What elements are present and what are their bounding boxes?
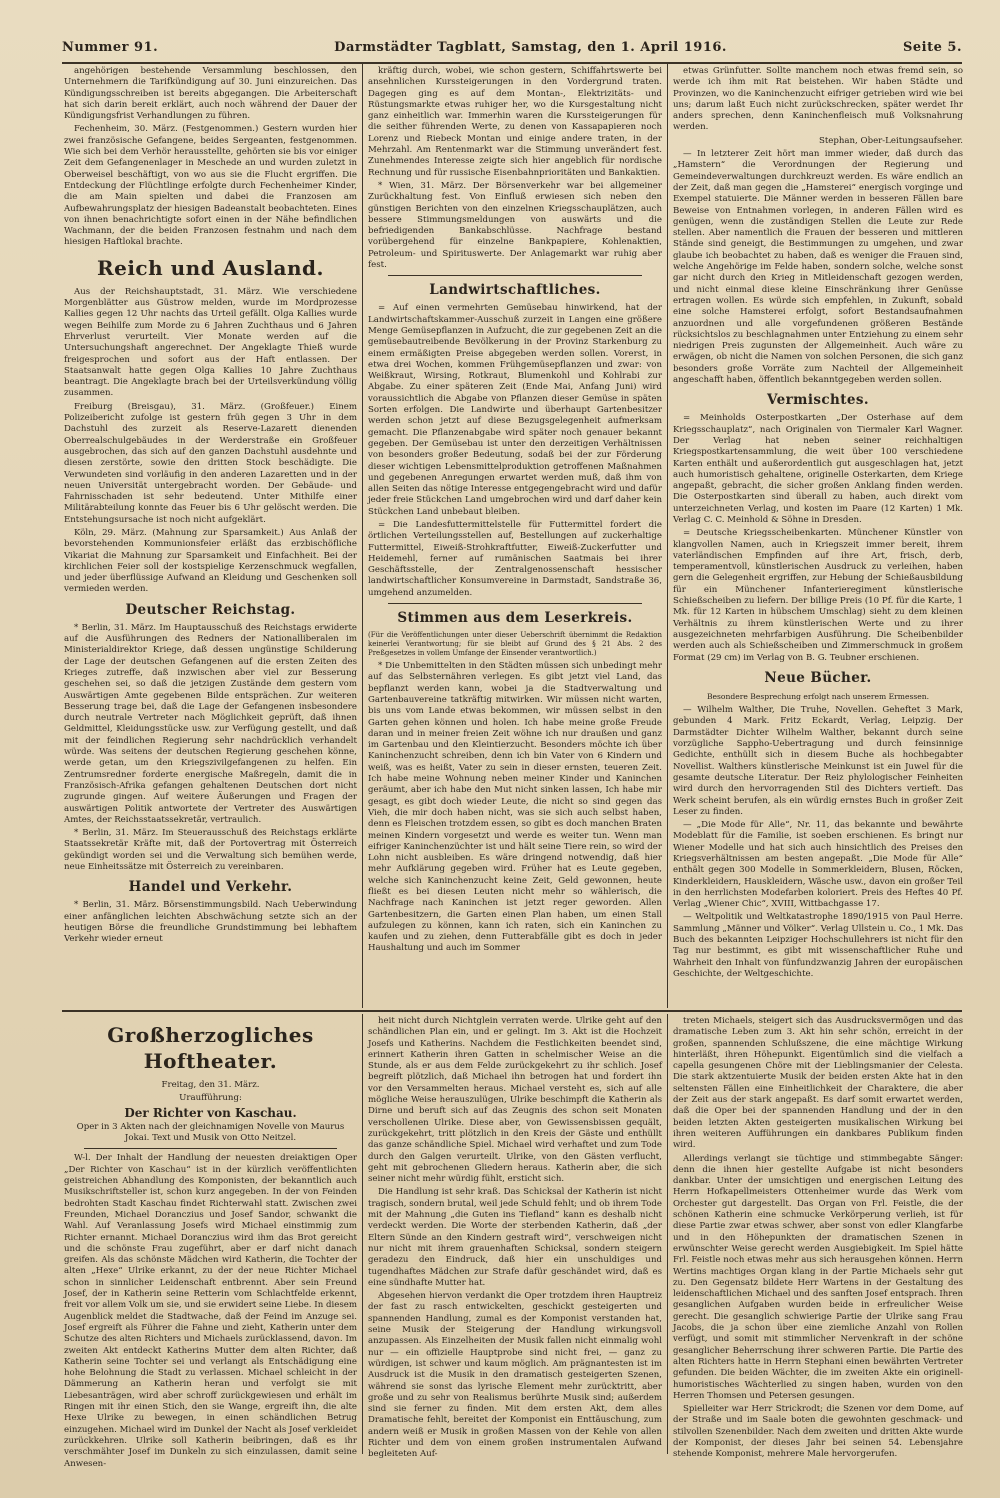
section-heading-vermischtes: Vermischtes. bbox=[767, 392, 869, 409]
section-rule bbox=[62, 1010, 962, 1012]
article-buch-3: — Weltpolitik und Weltkatastrophe 1890/1915 von Paul Herre. Sammlung „Männer und Völker“. Verlag Ullstein u. Co., 1 Mk. Das Buch des bekannten Leipziger Hochschullehrers ist nicht für den Tag nur bestimmt, es gibt mit wissenschaftlicher Ruhe und Wahrheit den Inhalt von fünfundzwanzig Jahren der europäischen Geschichte, der Weltgeschichte. bbox=[673, 912, 963, 979]
column-rule bbox=[667, 64, 668, 1008]
column-2 bbox=[368, 66, 662, 1006]
review-part-4: Abgesehen hiervon verdankt die Oper trotzdem ihren Hauptreiz der fast zu rasch entwickelten, geschickt gesteigerten und spannenden Handlung, zumal es der Komponist verstanden hat, seine Musik der Steigerung der Handlung wirkungsvoll anzupassen. Als Einzelheiten der Musik fallen nicht einmalig wohl nur — ein offizielle Hauptprobe sind nicht frei, — ganz zu würdigen, ist schwer und kaum möglich. Am prägnantesten ist im Ausdruck ist die Musik in den dramatisch gesteigerten Szenen, während sie sonst das lyrische Element mehr zurücktritt, aber große und zu sehr von Realismus berührte Musik sind; außerdem sind sie ferner zu finden. Mit dem ersten Akt, dem alles Dramatische fehlt, bereitet der Komponist ein Enttäuschung, zum andern weiß er Musik in großen Massen von der Kehle von allen Richter und dem von einem großen instrumentalen Aufwand begleiteten Auf- bbox=[368, 1291, 662, 1460]
article-landwirtschaft-2: = Die Landesfuttermittelstelle für Futtermittel fordert die örtlichen Verteilungsstellen auf, Bestellungen auf zuckerhaltige Futtermittel, Eiweiß-Strohkraftfutter, Eiweiß-Zuckerfutter und Heidemehl, ferner auf rumänischen Saatmais bei ihrer Geschäftsstelle, der Zentralgenossenschaft hessischer landwirtschaftlicher Konsumvereine in Darmstadt, Sandstraße 36, umgehend anzumelden. bbox=[368, 519, 662, 598]
masthead bbox=[62, 40, 962, 64]
article-fechenheim: Fechenheim, 30. März. (Festgenommen.) Gestern wurden hier zwei französische Gefangene, beides Sergeanten, festgenommen. Wie sich bei dem Verhör herausstellte, gehörten sie bis vor einiger Zeit dem Gefangenenlager in Meschede an und wurden zuletzt in Oberweisel beschäftigt, von wo aus sie die Flucht ergriffen. Die Entdeckung der Flüchtlinge erfolgte durch Fechenheimer Kinder, die am Main spielten und dabei die Franzosen am Aufbewahrungsplatz der hiesigen Badeanstalt beobachteten. Eines von ihnen benachrichtigte sofort einen in der Nähe befindlichen Wachmann, der die beiden Franzosen festnahm und nach dem hiesigen Haftlokal brachte. bbox=[64, 124, 357, 248]
performance-date: Freitag, den 31. März. bbox=[161, 1080, 260, 1090]
page-number: Seite 5. bbox=[903, 40, 962, 55]
article-vermischtes-1: = Meinholds Osterpostkarten „Der Osterhase auf dem Kriegsschauplatz“, nach Originalen von Tiermaler Karl Wagner. Der Verlag hat neben seiner reichhaltigen Kriegspostkartensammlung, die weit über 100 verschiedene Karten enthält und außerordentlich gut ausgeschlagen hat, jetzt auch humoristisch gehaltene, originelle Osterkarten, dem Kriege angepaßt, gebracht, die sicher großen Anklang finden werden. Die Osterpostkarten sind überall zu haben, auch direkt vom unterzeichneten Verlag, und kosten im Paare (12 Karten) 1 Mk. Verlag C. C. Meinhold & Söhne in Dresden. bbox=[673, 413, 963, 525]
column-3 bbox=[673, 66, 963, 1006]
article-vermischtes-2: = Deutsche Kriegsscheibenkarten. Münchener Künstler von klangvollen Namen, auch in Kriegszeit immer bereit, ihrem vaterländischen Empfinden auf ihre Art, frisch, derb, temperamentvoll, künstlerischen Ausdruck zu verleihen, haben gern die Gelegenheit ergriffen, zur Hebung der Schießausbildung für ein Münchener Infanterieregiment künstlerische Schießscheiben zu liefern. Der billige Preis (10 Pf. für die Karte, 1 Mk. für 12 Karten in hübschem Umschlag) sieht zu dem kleinen Verhältnis zu ihrem künstlerischen Werte und zu ihrer ausgezeichneten mehrfarbigen Ausführung. Die Scheibenbilder werden auch als Schießscheiben und Zimmerschmuck in großem Format (29 cm) im Verlag von B. G. Teubner erschienen. bbox=[673, 528, 963, 663]
article-leserbrief-cont: etwas Grünfutter. Sollte manchem noch etwas fremd sein, so werde ich ihm mit Rat beistehen. Wir haben Städte und Provinzen, wo die Kaninchenzucht eifriger getrieben wird wie bei uns; darum laßt Euch nicht zurückschrecken, später werdet Ihr anders sprechen, denn Kaninchenfleisch muß Volksnahrung werden. bbox=[673, 66, 963, 133]
divider bbox=[388, 603, 642, 604]
review-part-6: Allerdings verlangt sie tüchtige und stimmbegabte Sänger: denn die ihnen hier gestellte Aufgabe ist nicht besonders dankbar. Unter der umsichtigen und energischen Leitung des Herrn Hofkapellmeisters Ottenheimer wurde das Werk vom Orchester gut dargestellt. Das Organ von Frl. Feistle, die der schönen Katherin eine schmucke Verkörperung verlieh, ist für diese Partie zwar etwas schwer, aber sonst von edler Klangfarbe und in den Höhepunkten der dramatischen Szenen in erwünschter Weise gerecht werden Ausgiebigkeit. Im Spiel hätte Frl. Feistle noch etwas mehr aus sich herausgehen können. Herrn Wertins machtiges Organ klang in der Partie Michaels sehr gut zu. Den Gegensatz bildete Herr Wartens in der Gestaltung des leidenschaftlichen Michael und des sanften Josef entsprach. Ihren gesanglichen Aufgaben wurden beide in erfreulicher Weise gerecht. Die gesanglich schwierige Partie der Ulrike sang Frau Jacobs, die ja schon über eine ziemliche Anzahl von Rollen verfügt, und somit mit stimmlicher Nervenkraft in der schöne gesanglicher Beherrschung ihrer schweren Partie. Die Partie des alten Richters hatte in Herrn Stephani einen bewährten Vertreter gefunden. Die beiden Wächter, die im zweiten Akte ein originell-humoristisches Wächterlied zu singen haben, wurden von den Herren Thomsen und Petersen gesungen. bbox=[673, 1153, 963, 1401]
article-leserbrief: * Die Unbemittelten in den Städten müssen sich unbedingt mehr auf das Selbsternähren verlegen. Es gibt jetzt viel Land, das bepflanzt werden kann, wobei ja die Stadtverwaltung und Gartenbauvereine tatkräftig mitwirken. Wir müssen nicht warten, bis uns vom Lande etwas bekommen, wir müssen selbst in den Garten gehen können und holen. Ich habe meine große Freude daran und in meiner freien Zeit wöhne ich nur draußen und ganz im Gartenbau und den Kleintierzucht. Besonders möchte ich über Kaninchenzucht schreiben, denn ich bin Vater von 6 Kindern und weiß, was es heißt, Vater zu sein in dieser ernsten, teueren Zeit. Ich habe meine Wohnung neben meiner Kinder und Kaninchen geräumt, aber ich habe den Mut nicht sinken lassen, Ich habe mir gesagt, es gibt doch wieder Leute, die nicht so sind gegen das Vieh, die mir doch haben nicht, was sie sich auch selbst haben, denn es Fleischen trotzdem essen, so gibt es doch manchen Braten meinen Kindern vorgesetzt und werde es weiter tun. Wenn man eifriger Kaninchenzüchter ist und hält seine Tiere rein, so wird der Lohn nicht ausbleiben. Es wäre dringend notwendig, daß hier mehr Aufklärung gegeben wird. Früher hat es Leute gegeben, welche sich Kaninchenzucht keine Zeit, Geld gewonnen, heute fließt es bei diesen Leuten nicht mehr so wählerisch, die Nachfrage nach Kaninchen ist jetzt reger geworden. Allen Gartenbesitzern, die Garten einen Plan haben, um einen Stall aufzulegen zu können, kann ich raten, sich ein Kaninchen zu kaufen und zu ziehen, denn Futterabfälle gibt es doch in jeder Haushaltung und auch im Sommer bbox=[368, 661, 662, 954]
column-rule bbox=[667, 1014, 668, 1454]
column-rule bbox=[362, 1014, 363, 1454]
theater-column-2 bbox=[368, 1016, 662, 1460]
article-reich-1: Aus der Reichshauptstadt, 31. März. Wie verschiedene Morgenblätter aus Güstrow melden, wurde im Mordprozesse Kallies gegen 12 Uhr nachts das Urteil gefällt. Olga Kallies wurde wegen Beihilfe zum Morde zu 6 Jahren Zuchthaus und 6 Jahren Ehrverlust verurteilt. Vier Monate werden auf die Untersuchungshaft angerechnet. Der Angeklagte Thieß wurde freigesprochen und sofort aus der Haft entlassen. Der Staatsanwalt hatte gegen Olga Kallies 10 Jahre Zuchthaus beantragt. Die Angeklagte brach bei der Urteilsverkündung völlig zusammen. bbox=[64, 286, 357, 399]
review-part-3: Die Handlung ist sehr kraß. Das Schicksal der Katherin ist nicht tragisch, sondern brutal, weil jede Schuld fehlt; und ob ihrem Tode mit der Mahnung „die Guten ins Tiefland“ kann es deshalb nicht verdeckt werden. Die Worte der sterbenden Katherin, daß „der Eltern Sünde an den Kindern gestraft wird“, verschweigen nicht nur nicht mit ihrem grauenhaften Schicksal, sondern steigern geradezu den Eindruck, daß hier ein unschuldiges und tugendhaftes Mädchen zur Strafe dafür geschändet wird, daß es eine sündhafte Mutter hat. bbox=[368, 1187, 662, 1288]
theater-column-1 bbox=[64, 1016, 357, 1469]
article-reichstag-1: * Berlin, 31. März. Im Hauptausschuß des Reichstags erwiderte auf die Ausführungen des Redners der Nationalliberalen im Ministerialdirektor Kriege, daß dessen ungünstige Schilderung der Lage der deutschen Gefangenen auf die ersten Zeiten des Krieges zutreffe, daß inzwischen aber viel zur Besserung geschehen sei, so daß die jetzigen Zustände dem gestern vom Auswärtigen Amte gegebenen Bilde entsprächen. Zur weiteren Besserung trage bei, daß die Lage der Gefangenen insbesondere durch neutrale Vertreter nach Möglichkeit geprüft, daß ihnen Geldmittel, Kleidungsstücke usw. zur Verfügung gestellt, und daß mit der feindlichen Regierung sehr nachdrücklich verhandelt würde. Was seitens der deutschen Regierung geschehen könne, werde getan, um den Kriegszivilgefangenen zu helfen. Ein Zentrumsredner forderte energische Maßregeln, damit die in Französisch-Afrika gefangen gehaltenen Deutschen dort nicht zugrunde gingen. Auf weitere Äußerungen und Fragen der auswärtigen Politik antwortete der Vertreter des Auswärtigen Amtes, der Reichsstaatssekretär, vertraulich. bbox=[64, 622, 357, 825]
column-1 bbox=[64, 66, 357, 1006]
section-heading-buecher: Neue Bücher. bbox=[764, 669, 872, 686]
article-buch-2: — „Die Mode für Alle“, Nr. 11, das bekannte und bewährte Modeblatt für die Familie, ist soeben erschienen. Es bringt nur Wiener Modelle und hat sich auch hinsichtlich des Preises den Kriegsverhältnissen am besten angepaßt. „Die Mode für Alle“ enthält gegen 300 Modelle in Sommerkleidern, Blusen, Röcken, Kinderkleidern, Hauskleidern, Wäsche usw., davon ein großer Teil in den herrlichsten Modefarben koloriert. Preis des Heftes 40 Pf. Verlag „Wiener Chic“, XVIII, Wittbachgasse 17. bbox=[673, 820, 963, 910]
section-heading-leserkreis: Stimmen aus dem Leserkreis. bbox=[397, 610, 633, 627]
review-part-2: heit nicht durch Nichtglein verraten werde. Ulrike geht auf den schändlichen Plan ein, und er gelingt. Im 3. Akt ist die Hochzeit Josefs und Katherins. Nachdem die Festlichkeiten beendet sind, erinnert Katherin ihren Gatten in schelmischer Weise an die Stunde, als er aus dem Felde zurückgekehrt zu ihr schlich. Josef begreift plötzlich, daß Michael ihn betrogen hat und fordert ihn vor den Versammelten heraus. Michael versteht es, sich auf alle mögliche Weise herauszulügen, Ulrike beschimpft die Katherin als Dirne und beruft sich auf das Zeugnis des schon seit Monaten verschollenen Ulrike. Diese aber, von Gewissensbissen gequält, zurückgekehrt, tritt plötzlich in den Kreis der Gäste und enthüllt das ganze schändliche Spiel. Michael wird verhaftet und zum Tode durch den Galgen verurteilt. Ulrike, von den Gästen verflucht, geht mit gebrochenen Gliedern heraus. Katherin aber, die sich seiner nicht mehr würdig fühlt, ersticht sich. bbox=[368, 1016, 662, 1185]
section-heading-landwirtschaft: Landwirtschaftliches. bbox=[429, 282, 601, 299]
article-boerse-cont: kräftig durch, wobei, wie schon gestern, Schiffahrtswerte bei ansehnlichen Kurssteigerungen in den Vordergrund traten. Dagegen ging es auf dem Montan-, Elektrizitäts- und Rüstungsmarkte etwas ruhiger her, wo die Kursgestaltung nicht ganz einheitlich war. Immerhin waren die Kurssteigerungen für die seither führenden Werte, zu denen von Kassapapieren noch Lorenz und Riebeck Montan und einige andere traten, in der Mehrzahl. Am Rentenmarkt war die Stimmung unverändert fest. Zunehmendes Interesse zeigte sich hier angeblich für nordische Rechnung und für russische Eisenbahnprioritäten und Bankaktien. bbox=[368, 66, 662, 178]
books-subtitle: Besondere Besprechung erfolgt nach unserem Ermessen. bbox=[706, 691, 930, 701]
editorial-disclaimer: (Für die Veröffentlichungen unter dieser Ueberschrift übernimmt die Redaktion keinerlei Verantwortung; für sie bleibt auf Grund des § 21 Abs. 2 des Preßgesetzes in vollem Umfange der Einsender verantwortlich.) bbox=[368, 631, 662, 658]
review-part-7: Spielleiter war Herr Strickrodt; die Szenen vor dem Dome, auf der Straße und im Saale boten die gewohnten geschmack- und stilvollen Szenenbilder. Nach dem zweiten und dritten Akte wurde der Komponist, der dieses Jahr bei seinen 54. Lebensjahre stehende Komponist, mehrere Male hervorgerufen. bbox=[673, 1404, 964, 1460]
section-heading-reich: Reich und Ausland. bbox=[96, 255, 325, 280]
article-reich-2: Freiburg (Breisgau), 31. März. (Großfeuer.) Einem Polizeibericht zufolge ist gestern früh gegen 3 Uhr in dem Dachstuhl des zurzeit als Reserve-Lazarett dienenden Oberrealschulgebäudes in der Werderstraße ein Großfeuer ausgebrochen, das sich auf den ganzen Dachstuhl ausdehnte und diesen zerstörte, sowie den dritten Stock beschädigte. Die Verwundeten sind vorläufig in den anderen Lazaretten und in der neuen Universität untergebracht worden. Der Gebäude- und Fahrnisschaden ist sehr bedeutend. Unter Mithilfe einer Militärabteilung konnte das Feuer bis 6 Uhr gelöscht werden. Die Entstehungsursache ist noch nicht aufgeklärt. bbox=[64, 401, 357, 525]
review-part-5: treten Michaels, steigert sich das Ausdrucksvermögen und das dramatische Leben zum 3. Akt hin sehr schön, erreicht in der großen, spannenden Schlußszene, die eine mächtige Wirkung hinterläßt, ihren Höhepunkt. Eigentümlich sind die vielfach a capella gesungenen Chöre mit der Lieblingsmanier der Celesta. Die stark aktzentuierte Musik der beiden ersten Akte hat in den seltensten Fällen eine Einheitlichkeit der Charaktere, die aber der Zeit aus der stark angepaßt. Es darf somit erwartet werden, daß die Oper bei der spannenden Handlung und der in den beiden letzten Akten gesteigerten musikalischen Wirkung bei ihren weiteren Aufführungen ein dankbares Publikum finden wird. bbox=[673, 1016, 963, 1151]
premiere-label: Uraufführung: bbox=[179, 1093, 242, 1104]
play-credits: Oper in 3 Akten nach der gleichnamigen Novelle von Maurus Jokai. Text und Musik von Otto Neitzel. bbox=[76, 1121, 345, 1144]
section-heading-handel: Handel und Verkehr. bbox=[128, 879, 293, 896]
header-rule bbox=[62, 62, 962, 64]
divider bbox=[84, 1148, 337, 1149]
article-handel-1: * Berlin, 31. März. Börsenstimmungsbild. Nach Ueberwindung einer anfänglichen leichten Abschwächung setzte sich an der heutigen Börse die freundliche Grundstimmung bei lebhaftem Verkehr wieder erneut bbox=[64, 900, 357, 945]
article-wien: * Wien, 31. März. Der Börsenverkehr war bei allgemeiner Zurückhaltung fest. Von Einfluß erwiesen sich neben den günstigen Berichten von den einzelnen Kriegsschauplätzen, auch bessere Stimmungsmeldungen von auswärts und die befriedigenden Bankabschlüsse. Nachfrage bestand vorübergehend für einzelne Bankpapiere, Kohlenaktien, Petroleum- und Spirituswerte. Der Anlagemarkt war ruhig aber fest. bbox=[368, 180, 662, 271]
play-title: Der Richter von Kaschau. bbox=[124, 1105, 297, 1120]
section-heading-reichstag: Deutscher Reichstag. bbox=[125, 601, 296, 618]
article-reich-3: Köln, 29. März. (Mahnung zur Sparsamkeit.) Aus Anlaß der bevorstehenden Kommunionsfeier erläßt das erzbischöfliche Vikariat die Mahnung zur Sparsamkeit und Einfachheit. Bei der kirchlichen Feier soll der kostspielige Kerzenschmuck wegfallen, und jeder überflüssige Aufwand an Kleidung und Geschenken soll vermieden werden. bbox=[64, 527, 357, 595]
issue-number: Nummer 91. bbox=[62, 40, 159, 55]
paper-title-date: Darmstädter Tagblatt, Samstag, den 1. April 1916. bbox=[334, 40, 727, 55]
review-part-1: W-l. Der Inhalt der Handlung der neuesten dreiaktigen Oper „Der Richter von Kaschau“ ist in der kürzlich veröffentlichten geistreichen Abhandlung des Komponisten, der bekanntlich auch Musikschriftsteller ist, schon kurz angegeben. In der von Feinden bedrohten Stadt Kaschau findet Richterwahl statt. Zwischen zwei Freunden, Michael Doranczius und Josef Sandor, schwankt die Wahl. Auf Veranlassung Josefs wird Michael einstimmig zum Richter ernannt. Michael Doranczius wird ihm das Brot gereicht und die schönste Frau zugeführt, aber er darf nicht danach greifen. Als das schönste Mädchen wird Katherin, die Tochter der alten „Hexe“ Ulrike erkannt, zu der der neue Richter Michael schon in sinnlicher Leidenschaft entbrennt. Aber sein Freund Josef, der in Katherin seine Retterin vom Schlachtfelde erkennt, freit vor allem Volk um sie, und sie erwidert seine Liebe. In diesem Augenblick meldet die Stadtwache, daß der Feind im Anzuge sei. Josef ergreift als Führer die Fahne und zieht, Katherin unter dem Schutze des alten Richters und Michaels zurücklassend, davon. Im zweiten Akt entdeckt Katherins Mutter dem alten Richter, daß Katherin seine Tochter sei und verlangt als Entschädigung eine hohe Belohnung die Stadt zu verlassen. Michael schleicht in der Dämmerung an Katherin heran und verfolgt sie mit Liebesanträgen, wird aber schroff zurückgewiesen und erhält im Ringen mit ihr einen Stich, den sie Wange, ergreift ihn, die alte Hexe Ulrike zu bewegen, in einen schändlichen Betrug einzugehen. Michael wird im Dunkel der Nacht als Josef verkleidet zurückkehren. Ulrike soll Katherin beibringen, daß es ihr verschmähter Josef im Dunkeln zu sich einzulassen, damit seine Anwesen- bbox=[64, 1153, 357, 1469]
column-rule bbox=[362, 64, 363, 1008]
divider bbox=[388, 275, 642, 276]
theater-column-3 bbox=[673, 1016, 964, 1460]
article-reichstag-2: * Berlin, 31. März. Im Steuerausschuß des Reichstags erklärte Staatssekretär Kräfte mit, daß der Portovertrag mit Österreich gekündigt worden sei und die Verwaltung sich bemühen werde, neue Einheitssätze mit Österreich zu vereinbaren. bbox=[64, 828, 357, 872]
article-intro: angehörigen bestehende Versammlung beschlossen, den Unternehmern die Tarifkündigung auf 30. Juni einzureichen. Das Kündigungsschreiben ist bereits abgegangen. Die Arbeiterschaft hat sich darin bereit erklärt, auch noch während der Dauer der Kündigungsfrist Verhandlungen zu führen. bbox=[64, 66, 357, 122]
section-heading-hoftheater: Großherzogliches Hoftheater. bbox=[107, 1023, 314, 1073]
article-landwirtschaft-1: = Auf einen vermehrten Gemüsebau hinwirkend, hat der Landwirtschaftskammer-Ausschuß zurzeit in Langen eine größere Menge Gemüsepflanzen in Aufzucht, die zur gegebenen Zeit an die gemüsebautreibende Bevölkerung in der Provinz Starkenburg zu einem ermäßigten Preise abgegeben werden sollen. Vorerst, in etwa drei Wochen, kommen Frühgemüsepflanzen und zwar: von Weißkraut, Wirsing, Rotkraut, Blumenkohl und Kohlrabi zur Abgabe. Zu einer späteren Zeit (Ende Mai, Anfang Juni) wird voraussichtlich die Abgabe von Pflanzen dieser Gemüse in späten Sorten erfolgen. Die Landwirte und überhaupt Gartenbesitzer werden schon jetzt auf diese Bezugsgelegenheit aufmerksam gemacht. Die Pflanzenabgabe wird später noch genauer bekannt gegeben. Der Gemüsebau ist unter den derzeitigen Verhältnissen von besonders großer Bedeutung, sodaß bei der zur Förderung dieser wichtigen Lebensmittelproduktion getroffenen Maßnahmen und gegebenen Anregungen erwartet werden muß, daß ihm von allen Seiten das nötige Interesse entgegengebracht wird und dafür jeder freie Stückchen Land umgebrochen wird und darf daher kein Stückchen Land unbebaut bleiben. bbox=[368, 303, 662, 517]
article-buch-1: — Wilhelm Walther, Die Truhe, Novellen. Geheftet 3 Mark, gebunden 4 Mark. Fritz Eckardt, Verlag, Leipzig. Der Darmstädter Dichter Wilhelm Walther, bekannt durch seine vorzügliche Sappho-Uebertragung und durch feinsinnige Gedichte, enthüllt sich in diesem Buche als hochbegabter Novellist. Walthers künstlerische Meinkunst ist ein Juwel für die gesamte deutsche Literatur. Der Reiz phylologischer Feinheiten wird durch den hervorragenden Stil des Dichters vertieft. Das Werk scheint berufen, als ein würdig ernstes Buch in großer Zeit Leser zu finden. bbox=[673, 705, 963, 817]
letter-signature: Stephan, Ober-Leitungsaufseher. bbox=[818, 135, 963, 146]
article-hamstern: — In letzterer Zeit hört man immer wieder, daß durch das „Hamstern“ die Verordnungen der Regierung und Gemeindeverwaltungen durchkreuzt werden. Es wäre endlich an der Zeit, daß man gegen die „Hamsterei“ energisch vorginge und Exempel statuierte. Die Männer werden in besseren Fällen bare Beweise von Entnahmen vorlegen, in anderen Fällen wird es genügen, wenn die zuständigen Stellen die Leute zur Rede stellen. Aber namentlich die Frauen der besseren und mittleren Stände sind geneigt, die Bestimmungen zu umgehen, und zwar glaube ich beobachtet zu haben, daß es weniger die Frauen sind, welche Angehörige im Felde haben, sondern solche, welche sonst gar nicht durch den Krieg in Mitleidenschaft gezogen werden, und nicht einmal diese kleine Einschränkung ihrer Genüsse ertragen wollen. Es würde sich empfehlen, in Zukunft, sobald eine solche Hamsterei erfolgt, sofort Bestandsaufnahmen anzuordnen und alle vorgefundenen größeren Bestände rücksichtslos zu beschlagnahmen unter Entziehung zu einem sehr niedrigen Preis zugunsten der Allgemeinheit. Auch wäre zu erwägen, ob nicht die Namen von solchen Personen, die sich ganz besonders große Vorräte zum Nachteil der Allgemeinheit angeschafft haben, öffentlich bekanntgegeben werden sollen. bbox=[673, 149, 963, 386]
